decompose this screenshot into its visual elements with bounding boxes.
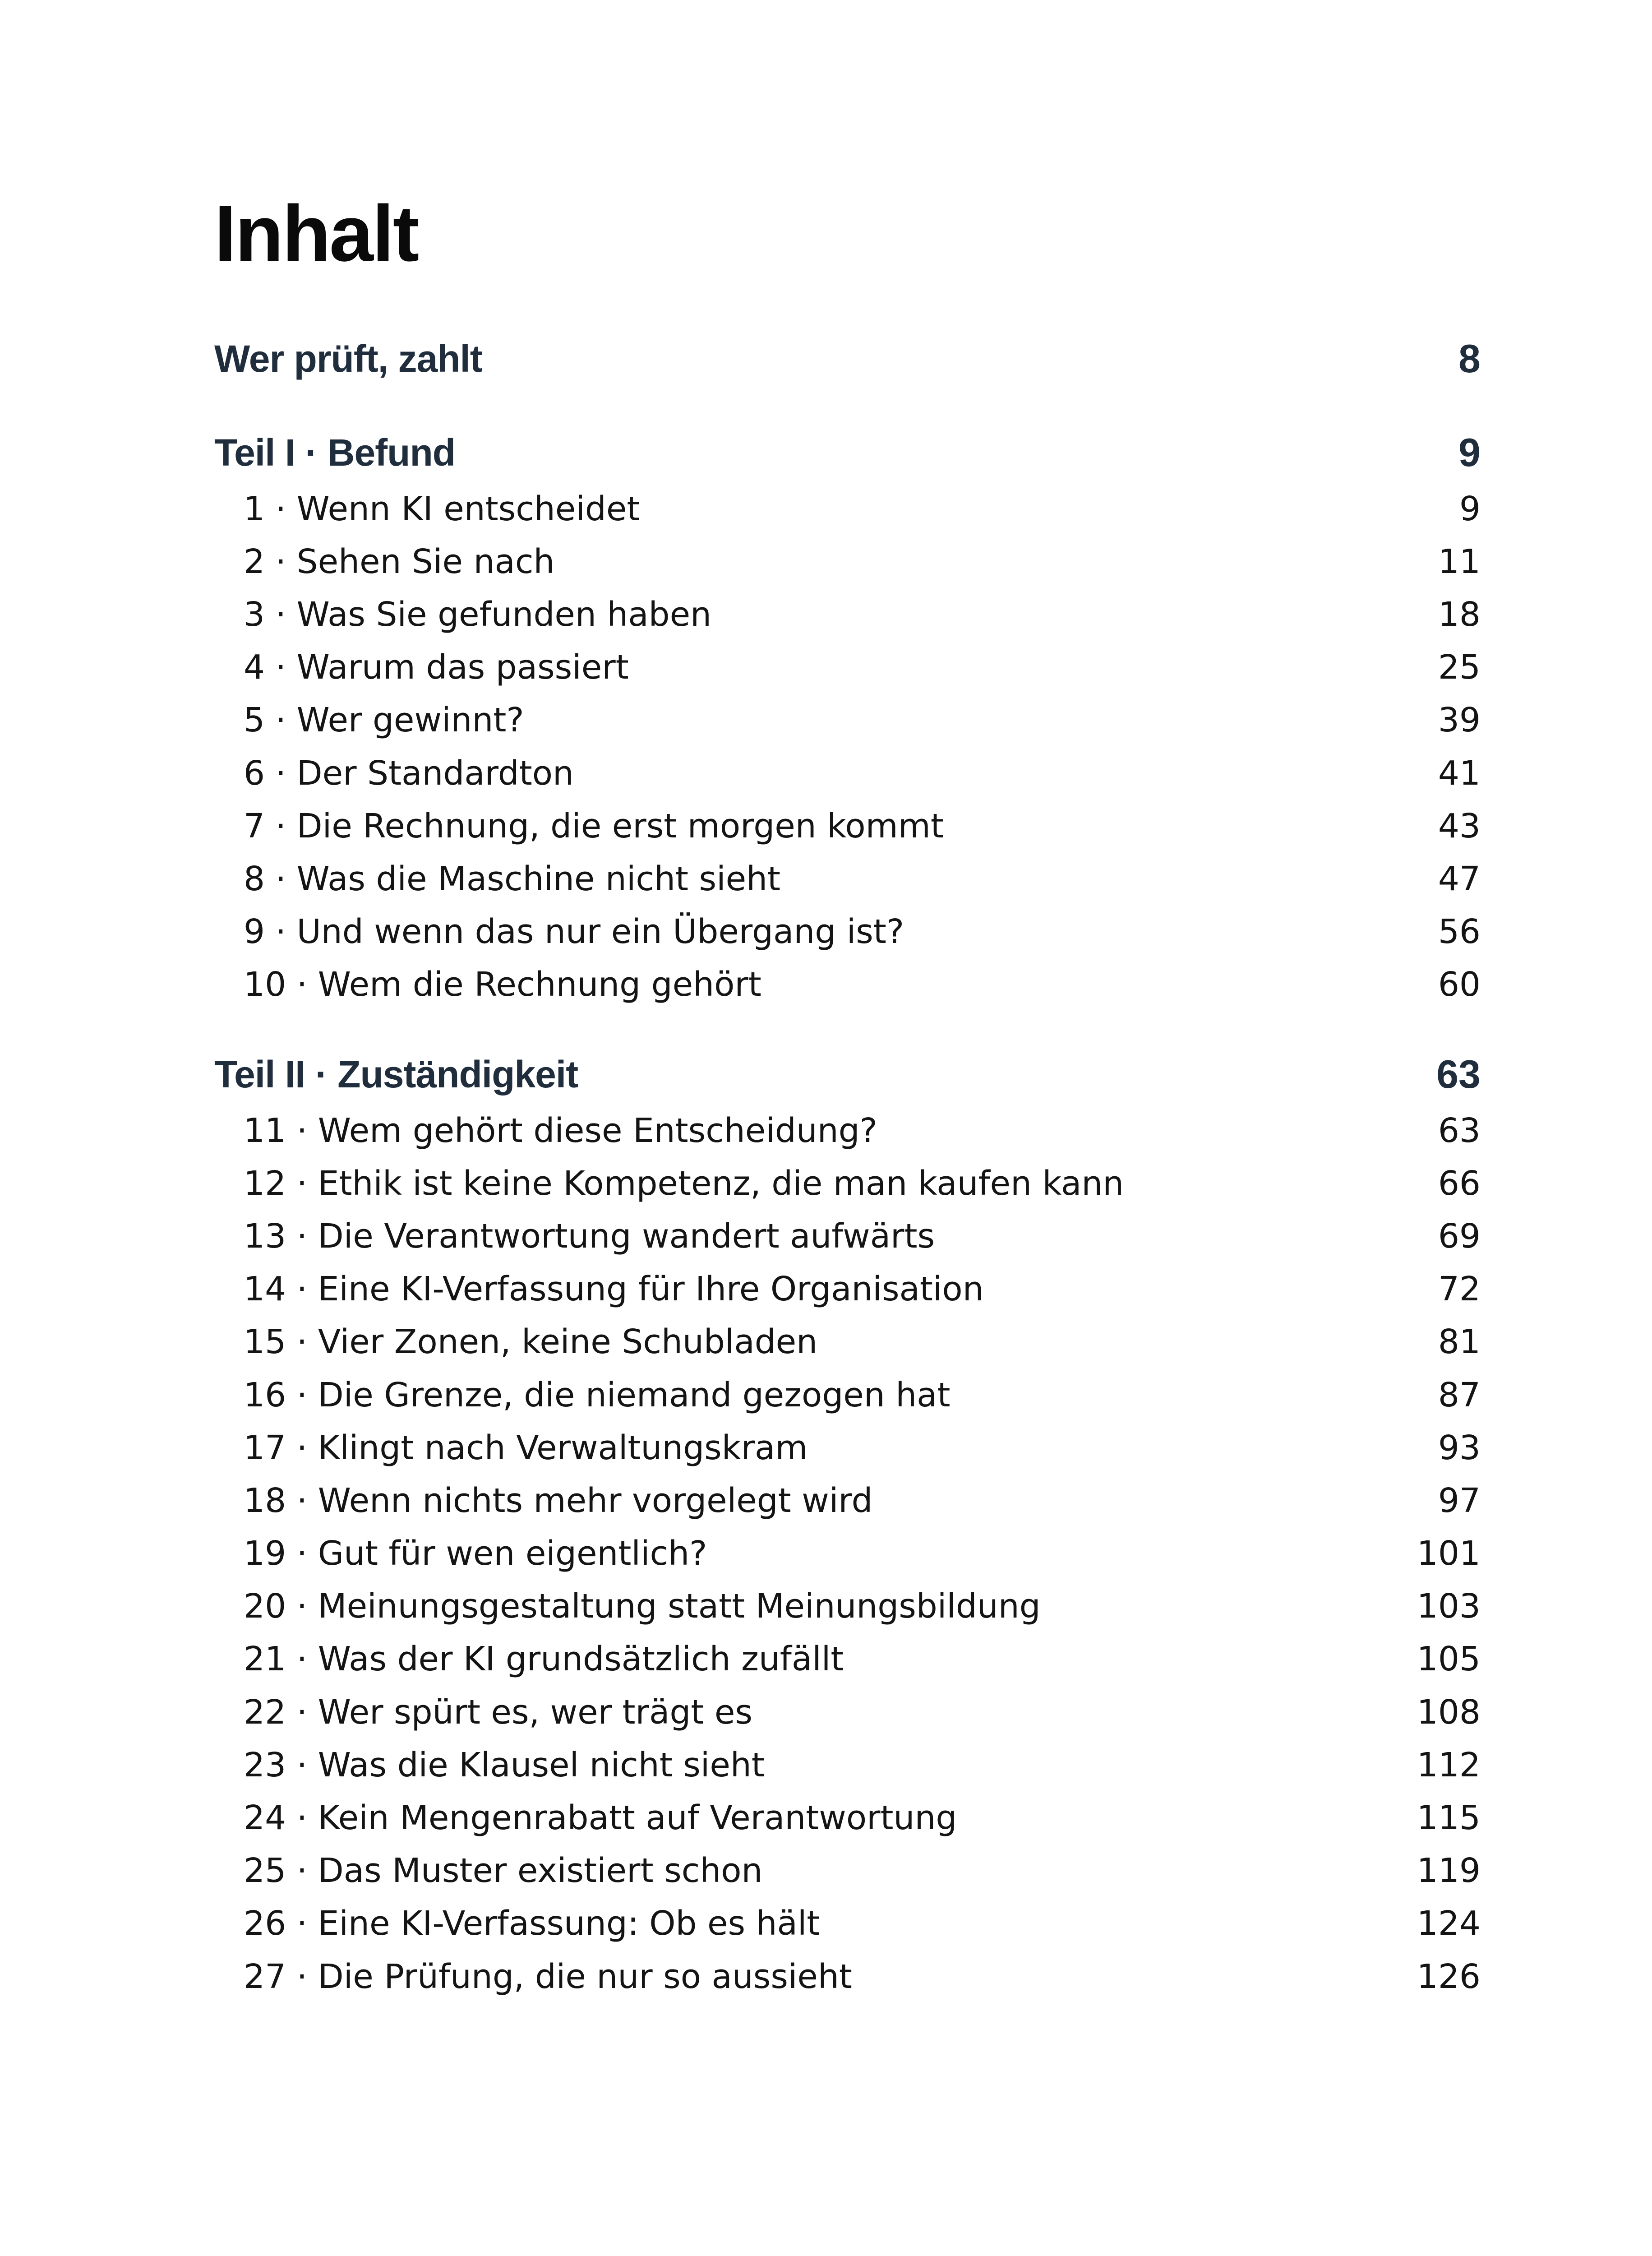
chapter-label: 8 · Was die Maschine nicht sieht <box>244 859 781 898</box>
toc-entry-prelude[interactable] <box>214 334 1481 384</box>
prelude-page-number: 8 <box>1458 336 1481 381</box>
chapter-entry[interactable] <box>244 1421 1481 1474</box>
toc-page <box>214 0 1481 2256</box>
chapter-label: 23 · Was die Klausel nicht sieht <box>244 1745 765 1784</box>
part-heading-1[interactable] <box>214 428 1481 477</box>
chapter-label: 10 · Wem die Rechnung gehört <box>244 965 761 1004</box>
chapter-page-number: 11 <box>1438 542 1481 581</box>
chapter-page-number: 41 <box>1438 754 1481 793</box>
chapter-label: 22 · Wer spürt es, wer trägt es <box>244 1692 752 1732</box>
chapter-entry[interactable] <box>244 906 1481 958</box>
chapter-page-number: 25 <box>1438 648 1481 687</box>
chapter-page-number: 56 <box>1438 912 1481 952</box>
chapter-page-number: 101 <box>1417 1534 1481 1573</box>
chapter-label: 4 · Warum das passiert <box>244 648 629 687</box>
chapter-page-number: 47 <box>1438 859 1481 898</box>
chapter-page-number: 72 <box>1438 1270 1481 1309</box>
chapter-entry[interactable] <box>244 588 1481 641</box>
chapter-page-number: 108 <box>1417 1692 1481 1732</box>
chapter-page-number: 119 <box>1417 1851 1481 1891</box>
chapter-label: 19 · Gut für wen eigentlich? <box>244 1534 707 1573</box>
chapter-label: 16 · Die Grenze, die niemand gezogen hat <box>244 1375 951 1415</box>
chapter-page-number: 103 <box>1417 1587 1481 1626</box>
chapter-entry[interactable] <box>244 641 1481 694</box>
chapter-page-number: 9 <box>1459 489 1481 528</box>
chapter-label: 2 · Sehen Sie nach <box>244 542 555 581</box>
chapter-entry[interactable] <box>244 1633 1481 1686</box>
chapter-entry[interactable] <box>244 535 1481 588</box>
part-1-chapter-list <box>244 482 1481 1011</box>
chapter-entry[interactable] <box>244 1157 1481 1210</box>
chapter-entry[interactable] <box>244 1845 1481 1897</box>
chapter-label: 27 · Die Prüfung, die nur so aussieht <box>244 1957 852 1996</box>
chapter-entry[interactable] <box>244 800 1481 852</box>
chapter-entry[interactable] <box>244 694 1481 747</box>
chapter-entry[interactable] <box>244 1527 1481 1580</box>
chapter-label: 15 · Vier Zonen, keine Schubladen <box>244 1322 818 1362</box>
part-1-page-number: 9 <box>1458 430 1481 475</box>
chapter-entry[interactable] <box>244 852 1481 905</box>
chapter-label: 5 · Wer gewinnt? <box>244 701 524 740</box>
chapter-label: 25 · Das Muster existiert schon <box>244 1851 763 1891</box>
page-title: Inhalt <box>214 190 418 278</box>
chapter-page-number: 93 <box>1438 1428 1481 1467</box>
part-2-label: Teil II · Zuständigkeit <box>214 1053 578 1096</box>
chapter-label: 13 · Die Verantwortung wandert aufwärts <box>244 1216 935 1256</box>
chapter-page-number: 69 <box>1438 1216 1481 1256</box>
chapter-label: 24 · Kein Mengenrabatt auf Verantwortung <box>244 1798 957 1838</box>
chapter-label: 7 · Die Rechnung, die erst morgen kommt <box>244 806 944 846</box>
chapter-page-number: 43 <box>1438 806 1481 846</box>
chapter-label: 21 · Was der KI grundsätzlich zufällt <box>244 1640 844 1679</box>
chapter-page-number: 63 <box>1438 1111 1481 1150</box>
chapter-entry[interactable] <box>244 1104 1481 1157</box>
chapter-label: 11 · Wem gehört diese Entscheidung? <box>244 1111 877 1150</box>
chapter-page-number: 18 <box>1438 595 1481 634</box>
chapter-entry[interactable] <box>244 1474 1481 1527</box>
chapter-label: 14 · Eine KI-Verfassung für Ihre Organisation <box>244 1270 984 1309</box>
chapter-page-number: 97 <box>1438 1481 1481 1520</box>
chapter-label: 17 · Klingt nach Verwaltungskram <box>244 1428 808 1467</box>
chapter-entry[interactable] <box>244 1950 1481 2003</box>
part-2-chapter-list <box>244 1104 1481 2003</box>
chapter-entry[interactable] <box>244 1897 1481 1950</box>
chapter-entry[interactable] <box>244 1580 1481 1633</box>
chapter-label: 12 · Ethik ist keine Kompetenz, die man kaufen kann <box>244 1164 1124 1203</box>
chapter-entry[interactable] <box>244 1316 1481 1368</box>
chapter-label: 9 · Und wenn das nur ein Übergang ist? <box>244 912 904 952</box>
chapter-label: 1 · Wenn KI entscheidet <box>244 489 640 528</box>
part-1-label: Teil I · Befund <box>214 431 456 474</box>
prelude-label: Wer prüft, zahlt <box>214 337 482 380</box>
chapter-page-number: 126 <box>1417 1957 1481 1996</box>
chapter-page-number: 66 <box>1438 1164 1481 1203</box>
chapter-entry[interactable] <box>244 1210 1481 1262</box>
chapter-page-number: 115 <box>1417 1798 1481 1838</box>
chapter-entry[interactable] <box>244 482 1481 535</box>
chapter-page-number: 87 <box>1438 1375 1481 1415</box>
chapter-entry[interactable] <box>244 1686 1481 1738</box>
chapter-page-number: 112 <box>1417 1745 1481 1784</box>
part-2-page-number: 63 <box>1436 1052 1481 1096</box>
chapter-entry[interactable] <box>244 747 1481 800</box>
chapter-page-number: 60 <box>1438 965 1481 1004</box>
chapter-page-number: 39 <box>1438 701 1481 740</box>
chapter-page-number: 105 <box>1417 1640 1481 1679</box>
chapter-entry[interactable] <box>244 1791 1481 1844</box>
chapter-label: 18 · Wenn nichts mehr vorgelegt wird <box>244 1481 873 1520</box>
chapter-entry[interactable] <box>244 1368 1481 1421</box>
chapter-label: 20 · Meinungsgestaltung statt Meinungsbildung <box>244 1587 1041 1626</box>
chapter-label: 6 · Der Standardton <box>244 754 574 793</box>
chapter-page-number: 81 <box>1438 1322 1481 1362</box>
chapter-label: 3 · Was Sie gefunden haben <box>244 595 712 634</box>
chapter-entry[interactable] <box>244 958 1481 1011</box>
chapter-label: 26 · Eine KI-Verfassung: Ob es hält <box>244 1904 820 1943</box>
chapter-page-number: 124 <box>1417 1904 1481 1943</box>
chapter-entry[interactable] <box>244 1738 1481 1791</box>
chapter-entry[interactable] <box>244 1263 1481 1316</box>
part-heading-2[interactable] <box>214 1049 1481 1099</box>
